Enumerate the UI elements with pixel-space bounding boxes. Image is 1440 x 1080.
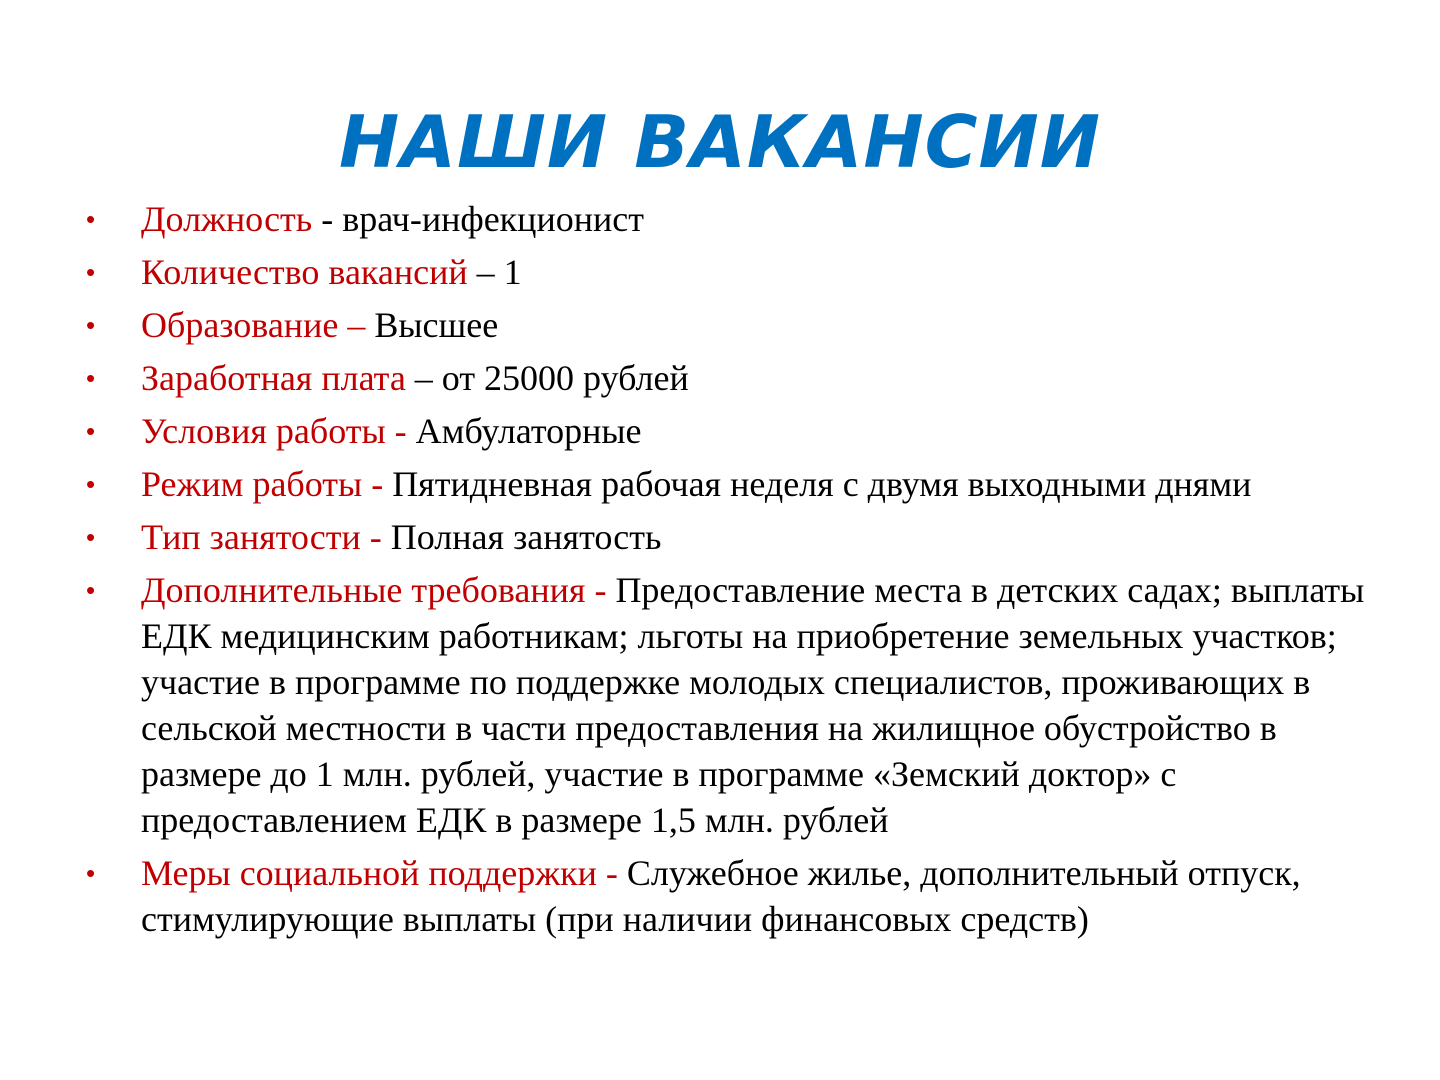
- bullet-icon: •: [86, 257, 96, 287]
- bullet-icon: •: [86, 575, 96, 605]
- item-value: Пятидневная рабочая неделя с двумя выходными днями: [392, 464, 1252, 504]
- list-item-position: [86, 196, 1376, 242]
- item-separator: –: [338, 305, 375, 345]
- item-label: Условия работы: [141, 411, 386, 451]
- item-value: Полная занятость: [390, 517, 662, 557]
- item-value: Амбулаторные: [415, 411, 642, 451]
- item-separator: -: [312, 199, 343, 239]
- list-item-vacancy-count: [86, 249, 1376, 295]
- item-value: Высшее: [374, 305, 499, 345]
- item-label: Заработная плата: [141, 358, 406, 398]
- item-value: врач-инфекционист: [342, 199, 644, 239]
- bullet-icon: •: [86, 310, 96, 340]
- list-item-employment-type: [86, 514, 1376, 560]
- list-item-education: [86, 302, 1376, 348]
- list-item-additional-requirements: [86, 567, 1376, 843]
- item-separator: -: [596, 853, 627, 893]
- item-label: Меры социальной поддержки: [141, 853, 597, 893]
- item-value: Служебное жилье, дополнительный отпуск, стимулирующие выплаты (при наличии финансовых средств): [141, 853, 1301, 939]
- item-separator: –: [405, 358, 442, 398]
- item-separator: -: [385, 411, 416, 451]
- item-label: Количество вакансий: [141, 252, 468, 292]
- item-label: Режим работы: [141, 464, 363, 504]
- bullet-icon: •: [86, 416, 96, 446]
- item-label: Дополнительные требования: [141, 570, 586, 610]
- item-label: Тип занятости: [141, 517, 361, 557]
- list-item-work-conditions: [86, 408, 1376, 454]
- vacancy-details-list: [86, 196, 1376, 949]
- list-item-social-support: [86, 850, 1376, 942]
- list-item-salary: [86, 355, 1376, 401]
- item-separator: –: [467, 252, 504, 292]
- bullet-icon: •: [86, 363, 96, 393]
- bullet-icon: •: [86, 522, 96, 552]
- item-value: Предоставление места в детских садах; выплаты ЕДК медицинским работникам; льготы на приобретение земельных участков; участие в программе по поддержке молодых специалистов, проживающих в сельской местности в части предоставления на жилищное обустройство в размере до 1 млн. рублей, участие в программе «Земский доктор» с предоставлением ЕДК в размере 1,5 млн. рублей: [141, 570, 1365, 840]
- item-separator: -: [360, 517, 391, 557]
- item-separator: -: [362, 464, 393, 504]
- item-separator: -: [585, 570, 616, 610]
- item-value: 1: [503, 252, 522, 292]
- bullet-icon: •: [86, 204, 96, 234]
- item-label: Должность: [141, 199, 313, 239]
- bullet-icon: •: [86, 858, 96, 888]
- list-item-work-schedule: [86, 461, 1376, 507]
- item-label: Образование: [141, 305, 339, 345]
- bullet-icon: •: [86, 469, 96, 499]
- slide-title: НАШИ ВАКАНСИИ: [338, 100, 1102, 184]
- item-value: от 25000 рублей: [441, 358, 689, 398]
